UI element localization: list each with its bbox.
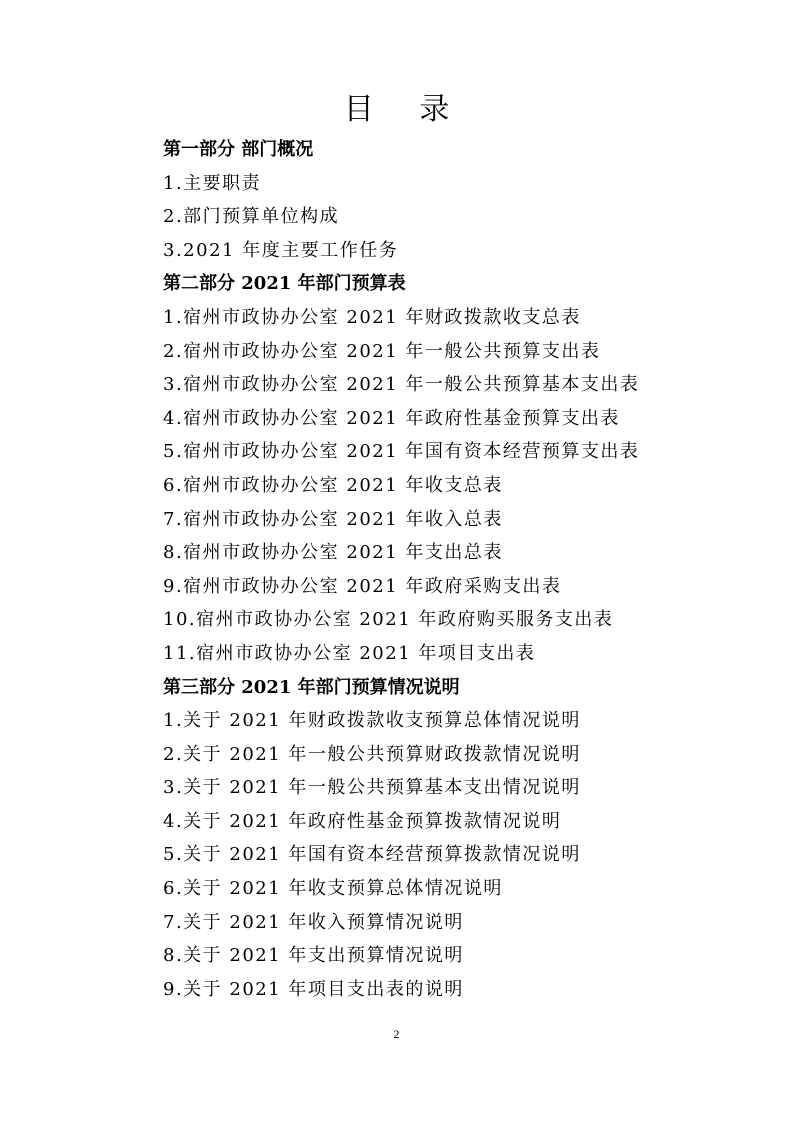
toc-item: 3.2021 年度主要工作任务 [163, 239, 399, 261]
section-heading-part-3: 第三部分 2021 年部门预算情况说明 [163, 676, 460, 698]
toc-item: 6.关于 2021 年收支预算总体情况说明 [163, 878, 503, 900]
toc-item: 1.宿州市政协办公室 2021 年财政拨款收支总表 [163, 306, 581, 328]
table-of-contents [163, 133, 723, 1006]
toc-item: 6.宿州市政协办公室 2021 年收支总表 [163, 474, 503, 496]
toc-item: 2.部门预算单位构成 [163, 206, 340, 228]
toc-item: 5.宿州市政协办公室 2021 年国有资本经营预算支出表 [163, 441, 640, 463]
toc-item: 5.关于 2021 年国有资本经营预算拨款情况说明 [163, 844, 581, 866]
toc-item: 4.宿州市政协办公室 2021 年政府性基金预算支出表 [163, 407, 620, 429]
toc-item: 7.宿州市政协办公室 2021 年收入总表 [163, 508, 503, 530]
page-number: 2 [393, 1027, 400, 1041]
section-heading-part-1: 第一部分 部门概况 [163, 139, 314, 160]
toc-item: 9.宿州市政协办公室 2021 年政府采购支出表 [163, 575, 562, 597]
toc-item: 9.关于 2021 年项目支出表的说明 [163, 978, 464, 1000]
toc-item: 4.关于 2021 年政府性基金预算拨款情况说明 [163, 810, 562, 832]
toc-item: 1.主要职责 [163, 172, 262, 194]
toc-item: 8.宿州市政协办公室 2021 年支出总表 [163, 542, 503, 564]
toc-item: 11.宿州市政协办公室 2021 年项目支出表 [163, 642, 536, 664]
toc-item: 2.宿州市政协办公室 2021 年一般公共预算支出表 [163, 340, 601, 362]
toc-item: 2.关于 2021 年一般公共预算财政拨款情况说明 [163, 743, 581, 765]
toc-item: 7.关于 2021 年收入预算情况说明 [163, 911, 464, 933]
page-title: 目 录 [343, 92, 468, 127]
toc-item: 1.关于 2021 年财政拨款收支预算总体情况说明 [163, 710, 581, 732]
toc-item: 3.宿州市政协办公室 2021 年一般公共预算基本支出表 [163, 374, 640, 396]
toc-item: 3.关于 2021 年一般公共预算基本支出情况说明 [163, 777, 581, 799]
section-heading-part-2: 第二部分 2021 年部门预算表 [163, 273, 406, 295]
toc-item: 8.关于 2021 年支出预算情况说明 [163, 945, 464, 967]
toc-item: 10.宿州市政协办公室 2021 年政府购买服务支出表 [163, 609, 614, 631]
